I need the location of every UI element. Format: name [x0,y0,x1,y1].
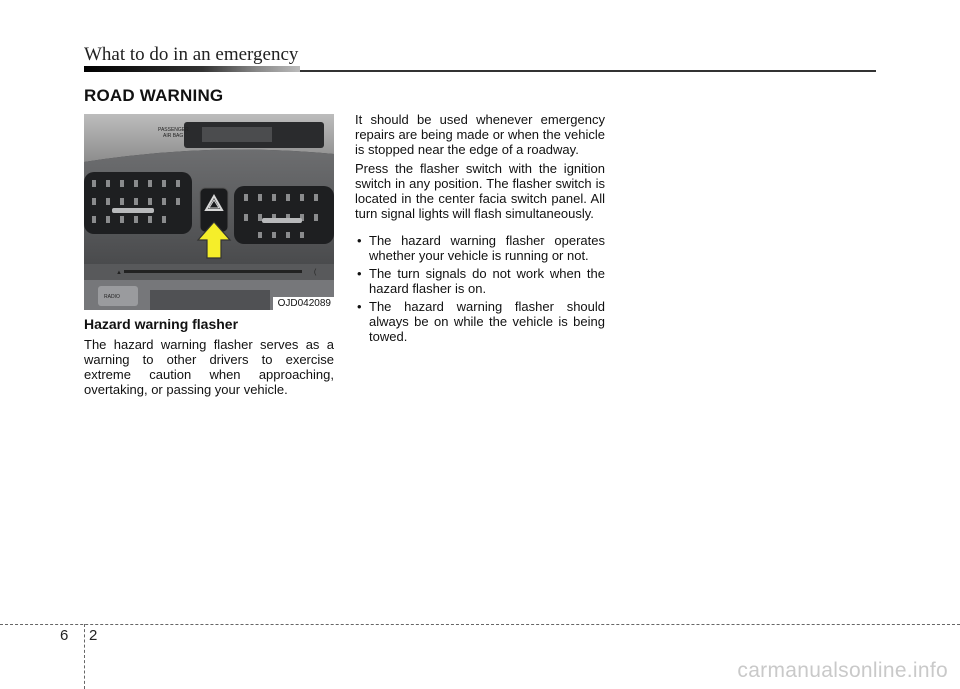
panel-label-2: AIR BAG [163,133,184,139]
footer-divider [84,624,85,689]
header-rule [300,70,876,72]
chapter-number: 6 [60,627,69,644]
left-column [84,337,334,397]
left-vent-tab [112,208,154,213]
right-vent-tab [262,218,302,223]
radio-screen [150,290,270,310]
figure-caption: OJD042089 [273,297,334,310]
page-number: 2 [89,627,98,644]
bullet-symbol: • [357,266,362,281]
tune-knob-icon: ( [314,269,317,276]
hazard-flasher-paragraph: The hazard warning flasher serves as a warning to other drivers to exercise extreme caution when approaching, overtaking, or passing your vehicle. [84,337,334,397]
header-tab-bar [84,66,300,72]
radio-label: RADIO [104,294,120,300]
right-column [355,112,605,347]
eject-icon: ▲ [116,270,122,276]
footer-rule [0,624,960,625]
hazard-switch-figure [84,114,334,310]
display-screen [202,127,272,142]
right-air-vent [234,186,334,244]
dashboard-illustration [84,114,334,310]
bullet-symbol: • [357,233,362,248]
watermark: carmanualsonline.info [737,659,948,682]
cd-slot [124,270,302,273]
switch-paragraph: Press the flasher switch with the ignition switch in any position. The flasher switch is located in the center facia switch panel. All turn signal lights will flash simultaneously. [355,161,605,221]
section-heading: ROAD WARNING [84,86,224,105]
usage-paragraph: It should be used whenever emergency repairs are being made or when the vehicle is stopped near the edge of a roadway. [355,112,605,157]
bullet-list [355,233,605,344]
panel-label-1: PASSENGER [158,127,189,133]
bullet-symbol: • [357,299,362,314]
list-item: • The hazard warning flasher operates whether your vehicle is running or not. [357,233,605,263]
list-item: • The hazard warning flasher should always be on while the vehicle is being towed. [357,299,605,344]
hazard-flasher-heading: Hazard warning flasher [84,316,239,332]
list-item: • The turn signals do not work when the hazard flasher is on. [357,266,605,296]
header-title: What to do in an emergency [84,44,299,65]
